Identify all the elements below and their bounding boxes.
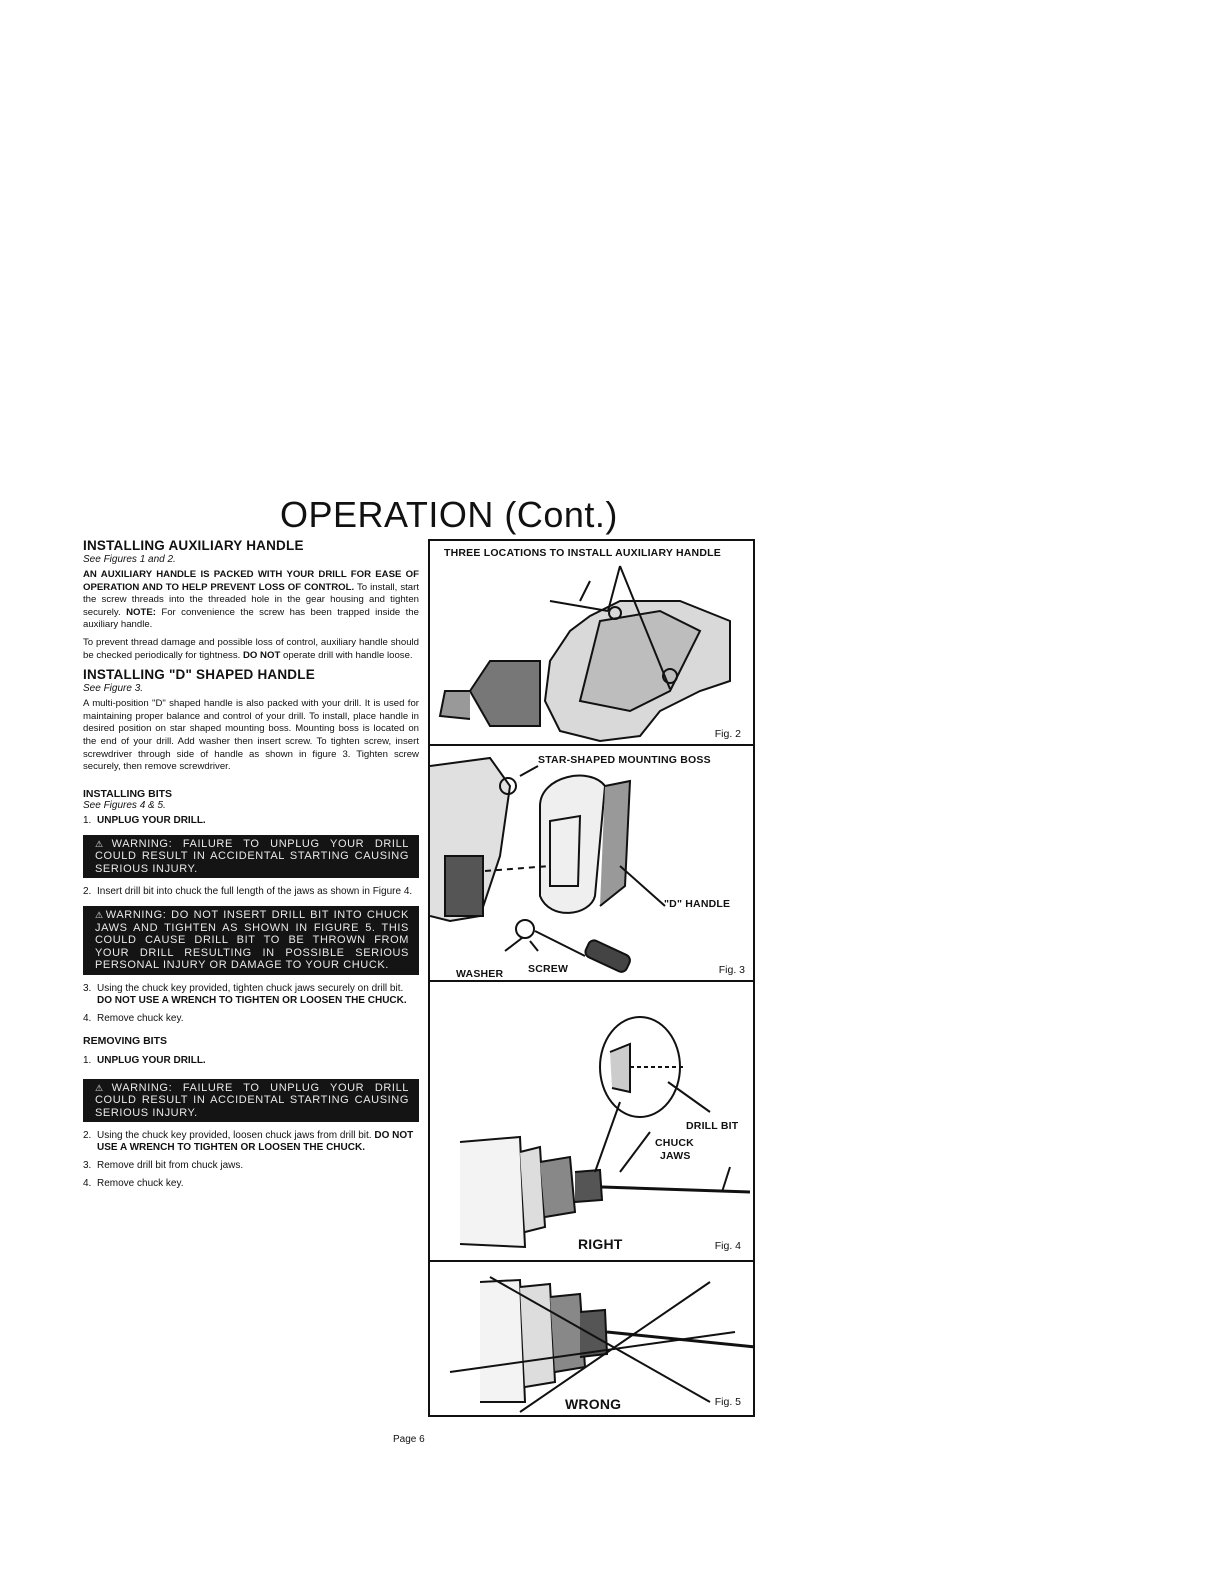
dhandle-see-figures: See Figure 3. <box>83 683 144 695</box>
warning-box-remove: ⚠WARNING: FAILURE TO UNPLUG YOUR DRILL COULD RESULT IN ACCIDENTAL STARTING CAUSING SERIOUS INJURY. <box>83 1079 419 1123</box>
fig3-washer-label: WASHER <box>456 968 504 980</box>
fig3-dhandle-label: "D" HANDLE <box>664 898 731 910</box>
aux-heading: INSTALLING AUXILIARY HANDLE <box>83 538 304 553</box>
fig4-number: Fig. 4 <box>714 1240 741 1252</box>
fig3-boss-label: STAR-SHAPED MOUNTING BOSS <box>538 754 711 766</box>
dhandle-paragraph: A multi-position "D" shaped handle is also packed with your drill. It is used for maintaining proper balance and control of your drill. To install, place handle in desired position on star shaped mounting boss. Mounting boss is located on the end of your drill. Add washer then insert screw. To tighten screw, insert screwdriver through side of handle as shown in figure 3. Tighten screw securely, then remove screwdriver. <box>83 698 419 773</box>
fig2-number: Fig. 2 <box>714 728 741 740</box>
figures-column <box>428 539 755 1417</box>
bits-see-figures: See Figures 4 & 5. <box>83 799 166 811</box>
remove-step-4: 4. Remove chuck key. <box>83 1178 184 1190</box>
bits-step-2: 2. Insert drill bit into chuck the full length of the jaws as shown in Figure 4. <box>83 886 413 898</box>
fig4-jaws-label: JAWS <box>660 1150 691 1162</box>
fig4-chuck-label: CHUCK <box>655 1137 694 1149</box>
wrong-bit-illustration <box>430 1262 755 1417</box>
warning-icon: ⚠ <box>95 838 111 849</box>
remove-step-1: 1. UNPLUG YOUR DRILL. <box>83 1054 206 1066</box>
text-column <box>83 538 419 1196</box>
aux-see-figures: See Figures 1 and 2. <box>83 554 176 565</box>
figure-3 <box>428 744 755 982</box>
fig4-bit-label: DRILL BIT <box>686 1120 739 1132</box>
fig4-right-label: RIGHT <box>578 1236 623 1252</box>
dhandle-heading: INSTALLING "D" SHAPED HANDLE <box>83 667 315 683</box>
aux-paragraph-2: To prevent thread damage and possible loss of control, auxiliary handle should be checked periodically for tightness. DO NOT operate drill with handle loose. <box>83 636 419 661</box>
warning-icon: ⚠ <box>95 910 105 921</box>
figure-2 <box>428 539 755 746</box>
bits-step-4: 4. Remove chuck key. <box>83 1012 184 1024</box>
d-handle-illustration <box>430 746 755 982</box>
remove-step-3: 3. Remove drill bit from chuck jaws. <box>83 1160 244 1172</box>
bits-heading: INSTALLING BITS <box>83 787 173 800</box>
figure-5 <box>428 1260 755 1417</box>
drill-auxiliary-illustration <box>430 541 755 746</box>
bits-step-3: 3. Using the chuck key provided, tighten chuck jaws securely on drill bit. DO NOT USE A WRENCH TO TIGHTEN OR LOOSEN THE CHUCK. <box>83 982 407 1006</box>
warning-box-unplug: ⚠WARNING: FAILURE TO UNPLUG YOUR DRILL COULD RESULT IN ACCIDENTAL STARTING CAUSING SERIOUS INJURY. <box>83 835 419 879</box>
figure-4 <box>428 980 755 1262</box>
warning-box-insert: ⚠WARNING: DO NOT INSERT DRILL BIT INTO CHUCK JAWS AND TIGHTEN AS SHOWN IN FIGURE 5. THIS COULD CAUSE DRILL BIT TO BE THROWN FROM YOUR DRILL RESULTING IN POSSIBLE SERIOUS PERSONAL INJURY OR DAMAGE TO YOUR CHUCK. <box>83 906 419 975</box>
remove-heading: REMOVING BITS <box>83 1034 168 1047</box>
fig3-number: Fig. 3 <box>718 964 745 976</box>
page-number: Page 6 <box>393 1434 425 1445</box>
aux-paragraph-1: AN AUXILIARY HANDLE IS PACKED WITH YOUR DRILL FOR EASE OF OPERATION AND TO HELP PREVENT LOSS OF CONTROL. To install, start the screw threads into the threaded hole in the gear housing and tighten securely. NOTE: For convenience the screw has been trapped inside the auxiliary handle. <box>83 569 420 631</box>
bits-step-1: 1. UNPLUG YOUR DRILL. <box>83 814 206 826</box>
page-title: OPERATION (Cont.) <box>280 494 618 535</box>
warning-icon: ⚠ <box>95 1082 111 1093</box>
remove-step-2: 2. Using the chuck key provided, loosen chuck jaws from drill bit. DO NOT USE A WRENCH TO TIGHTEN OR LOOSEN THE CHUCK. <box>83 1130 414 1154</box>
fig2-label: THREE LOCATIONS TO INSTALL AUXILIARY HANDLE <box>444 547 721 559</box>
fig5-wrong-label: WRONG <box>565 1396 622 1412</box>
fig3-screw-label: SCREW <box>528 963 569 975</box>
fig5-number: Fig. 5 <box>714 1396 741 1408</box>
